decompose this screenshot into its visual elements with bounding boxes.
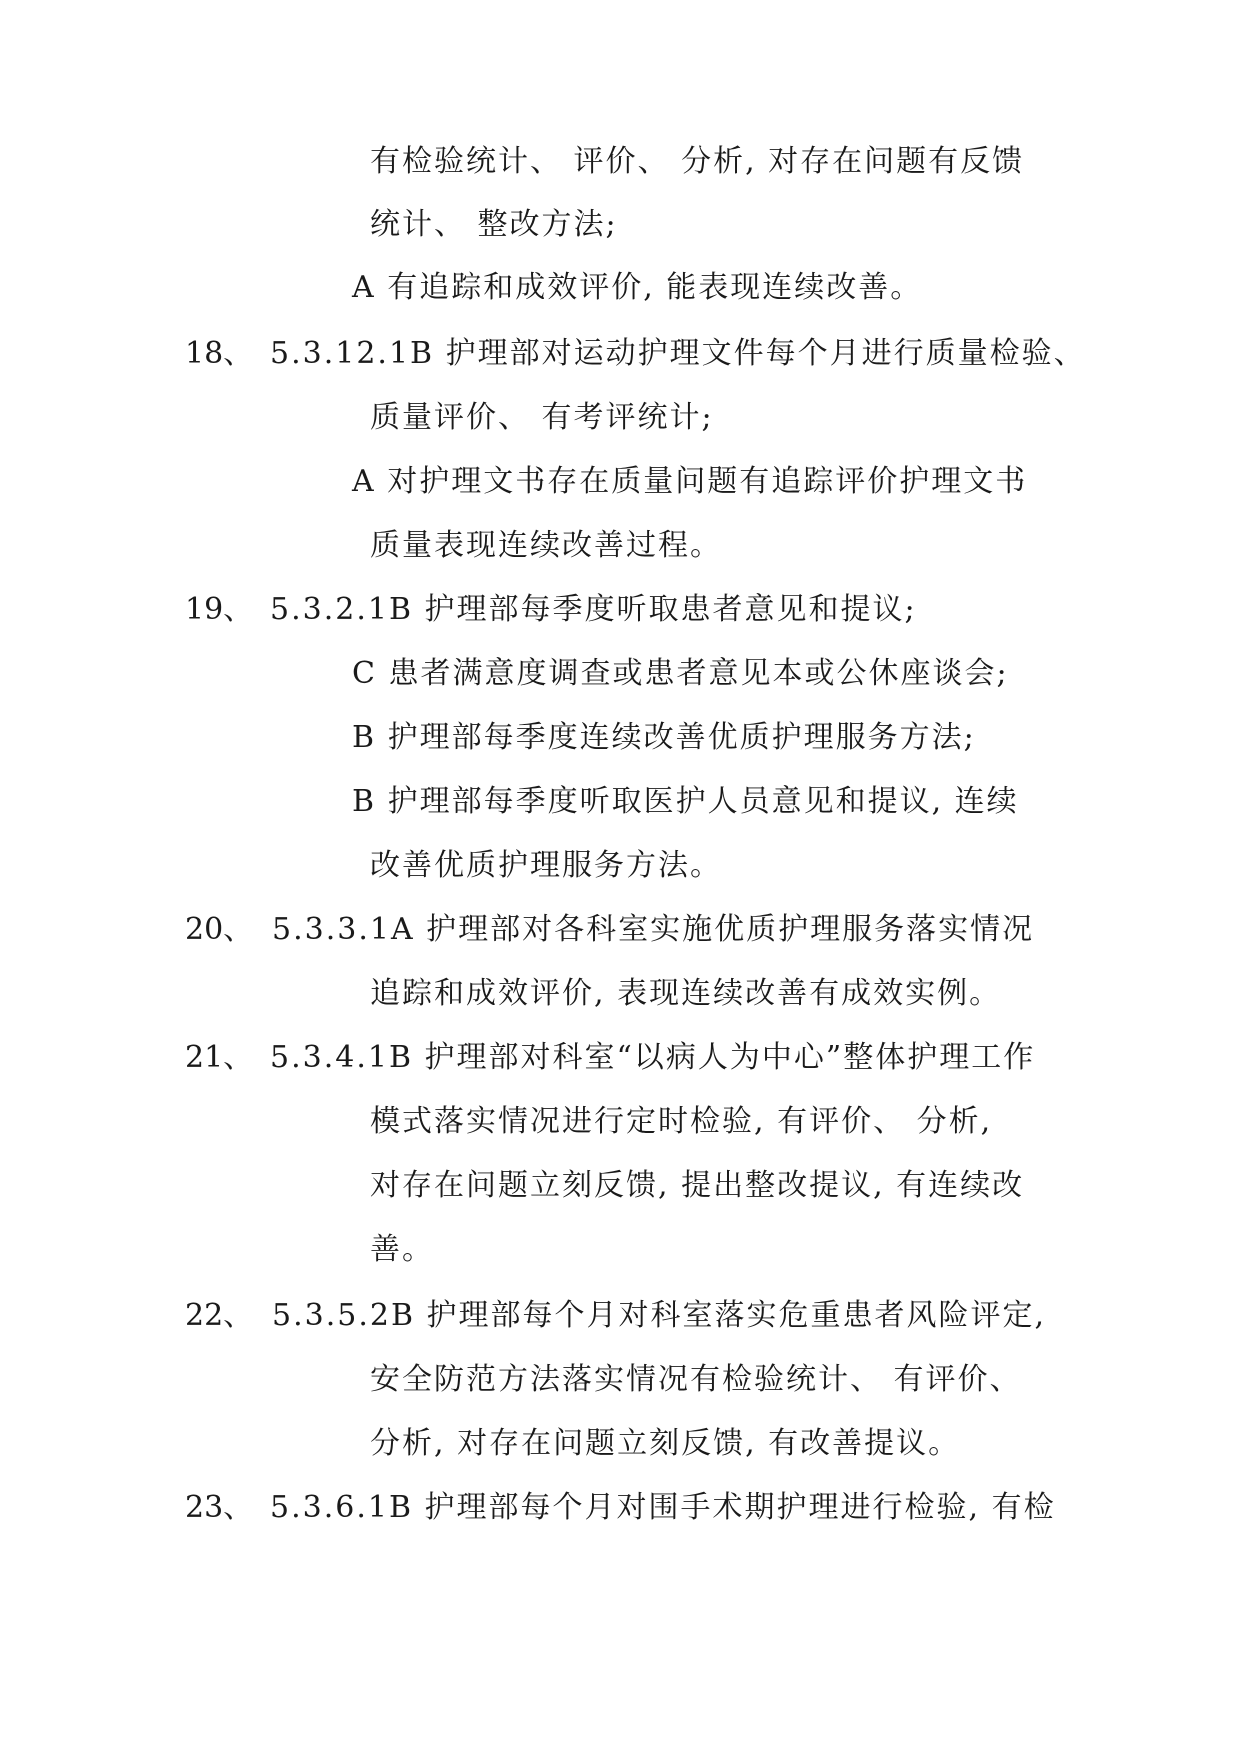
item-number-19: 19、 [185, 592, 254, 627]
item-number-18: 18、 [185, 336, 254, 371]
text-line-21: 分析, 对存在问题立刻反馈, 有改善提议。 [370, 1426, 961, 1461]
text-line-12: 改善优质护理服务方法。 [370, 848, 722, 883]
text-line-11: B 护理部每季度听取医护人员意见和提议, 连续 [352, 784, 1019, 819]
text-line-13: 5.3.3.1A 护理部对各科室实施优质护理服务落实情况 [272, 912, 1035, 947]
text-line-9: C 患者满意度调查或患者意见本或公休座谈会; [352, 656, 1009, 691]
text-line-1: 有检验统计、 评价、 分析, 对存在问题有反馈 [370, 144, 1025, 179]
text-line-3: A 有追踪和成效评价, 能表现连续改善。 [352, 270, 923, 305]
text-line-17: 对存在问题立刻反馈, 提出整改提议, 有连续改 [370, 1168, 1025, 1203]
text-line-19: 5.3.5.2B 护理部每个月对科室落实危重患者风险评定, [272, 1298, 1047, 1333]
text-line-18: 善。 [370, 1232, 434, 1267]
item-number-20: 20、 [185, 912, 254, 947]
text-line-14: 追踪和成效评价, 表现连续改善有成效实例。 [370, 976, 1002, 1011]
text-line-20: 安全防范方法落实情况有检验统计、 有评价、 [370, 1362, 1022, 1397]
text-line-16: 模式落实情况进行定时检验, 有评价、 分析, [370, 1104, 993, 1139]
text-line-22: 5.3.6.1B 护理部每个月对围手术期护理进行检验, 有检 [270, 1490, 1056, 1525]
text-line-15: 5.3.4.1B 护理部对科室“以病人为中心”整体护理工作 [270, 1040, 1036, 1075]
text-line-4: 5.3.12.1B 护理部对运动护理文件每个月进行质量检验、 [270, 336, 1086, 371]
text-line-8: 5.3.2.1B 护理部每季度听取患者意见和提议; [270, 592, 917, 627]
item-number-22: 22、 [185, 1298, 254, 1333]
item-number-23: 23、 [185, 1490, 254, 1525]
text-line-5: 质量评价、 有考评统计; [370, 400, 714, 435]
text-line-2: 统计、 整改方法; [370, 207, 618, 242]
text-line-7: 质量表现连续改善过程。 [370, 528, 722, 563]
item-number-21: 21、 [185, 1040, 254, 1075]
text-line-10: B 护理部每季度连续改善优质护理服务方法; [352, 720, 976, 755]
text-line-6: A 对护理文书存在质量问题有追踪评价护理文书 [352, 464, 1028, 499]
